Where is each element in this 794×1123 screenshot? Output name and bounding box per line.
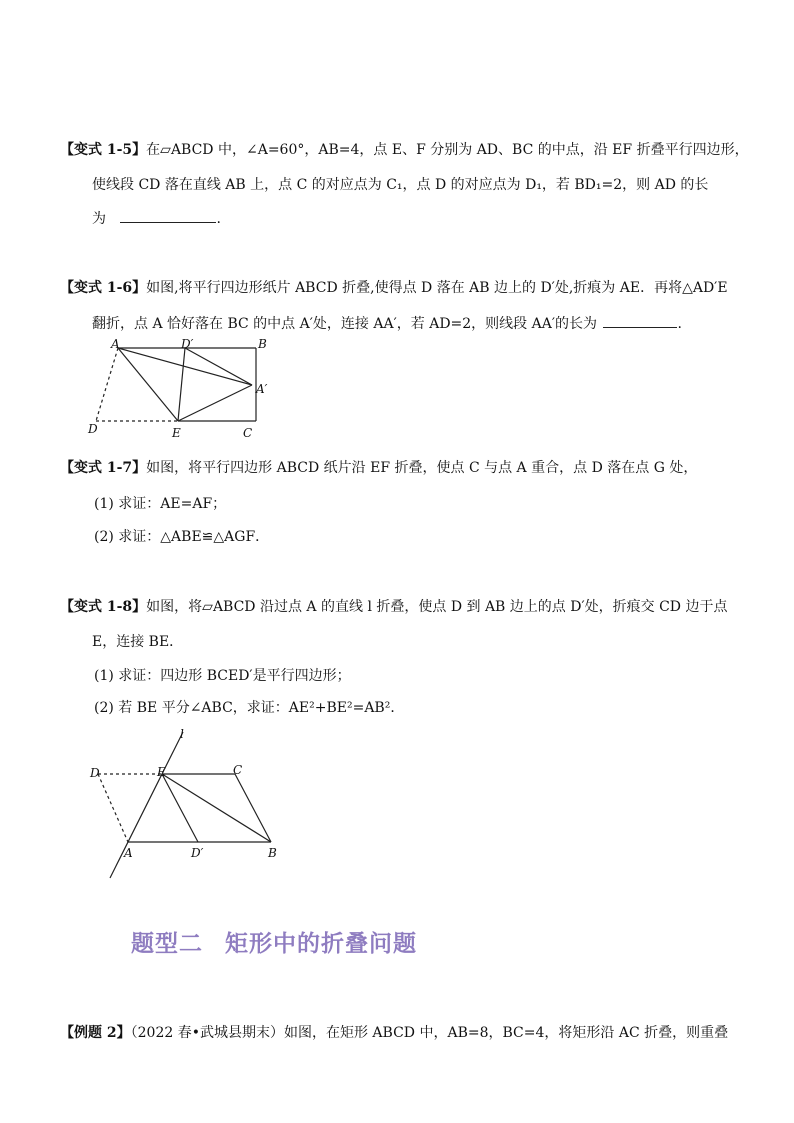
v18-label-l: l xyxy=(180,727,184,741)
v16-line2 xyxy=(92,313,682,334)
v17-label: 【变式 1-7】 xyxy=(60,460,147,476)
v15-answer-blank[interactable] xyxy=(120,208,216,223)
section-heading-part1: 题型二 xyxy=(131,931,203,957)
v15-text1: 在▱ABCD 中，∠A=60°，AB=4，点 E、F 分别为 AD、BC 的中点，沿 EF 折叠平行四边形， xyxy=(146,142,749,158)
v16-text2: 翻折，点 A 恰好落在 BC 的中点 A′处，连接 AA′，若 AD=2，则线段 AA′的长为 xyxy=(92,316,598,332)
v15-text3: 为 xyxy=(92,211,106,227)
v15-period: . xyxy=(216,211,221,227)
v18-line1 xyxy=(60,597,728,617)
v18-label-D: D xyxy=(90,766,100,780)
v18-label-E: E xyxy=(157,765,166,779)
v18-label-Dp: D′ xyxy=(191,846,204,860)
v16-label-C: C xyxy=(243,426,253,440)
v16-answer-blank[interactable] xyxy=(603,313,677,328)
v18-q2: (2) 若 BE 平分∠ABC，求证：AE²+BE²=AB²． xyxy=(94,700,405,716)
v16-label-D: D xyxy=(88,422,98,436)
v16-line1 xyxy=(60,278,728,298)
v18-label-C: C xyxy=(233,763,243,777)
v17-q1: (1) 求证：AE=AF； xyxy=(94,496,227,512)
section-heading-part2: 矩形中的折叠问题 xyxy=(225,931,417,957)
v16-label-A: A xyxy=(111,337,120,351)
ex2-line1 xyxy=(60,1023,728,1043)
v16-label-Dp: D′ xyxy=(181,337,194,351)
v18-label: 【变式 1-8】 xyxy=(60,599,147,615)
v16-label-B: B xyxy=(258,337,267,351)
v16-label-E: E xyxy=(172,426,181,440)
v16-text1: 如图,将平行四边形纸片 ABCD 折叠,使得点 D 落在 AB 边上的 D′处,折痕为 AE．再将△AD′E xyxy=(146,280,728,296)
v16-label-Ap: A′ xyxy=(256,382,268,396)
v15-line3 xyxy=(92,208,221,229)
v15-label: 【变式 1-5】 xyxy=(60,142,147,158)
v16-label: 【变式 1-6】 xyxy=(60,280,147,296)
v18-label-A: A xyxy=(124,846,133,860)
v17-text1: 如图，将平行四边形 ABCD 纸片沿 EF 折叠，使点 C 与点 A 重合，点 D 落在点 G 处， xyxy=(146,460,698,476)
section-heading xyxy=(131,925,417,958)
v18-label-B: B xyxy=(268,846,277,860)
v16-figure xyxy=(80,336,280,444)
v18-line2: E，连接 BE． xyxy=(92,634,184,650)
v16-period: . xyxy=(677,316,682,332)
v17-q2: (2) 求证：△ABE≌△AGF． xyxy=(94,529,270,545)
v18-text1: 如图，将▱ABCD 沿过点 A 的直线 l 折叠，使点 D 到 AB 边上的点 D′处，折痕交 CD 边于点 xyxy=(146,599,728,615)
ex2-label: 【例题 2】 xyxy=(60,1025,131,1041)
v18-figure xyxy=(84,726,294,886)
v18-q1: (1) 求证：四边形 BCED′是平行四边形； xyxy=(94,668,351,684)
ex2-text: （2022 春•武城县期末）如图，在矩形 ABCD 中，AB=8，BC=4，将矩形沿 AC 折叠，则重叠 xyxy=(130,1025,729,1041)
v17-line1 xyxy=(60,458,697,478)
v15-line2: 使线段 CD 落在直线 AB 上，点 C 的对应点为 C₁，点 D 的对应点为 D₁，若 BD₁=2，则 AD 的长 xyxy=(92,177,709,193)
v15-line1 xyxy=(60,140,749,160)
